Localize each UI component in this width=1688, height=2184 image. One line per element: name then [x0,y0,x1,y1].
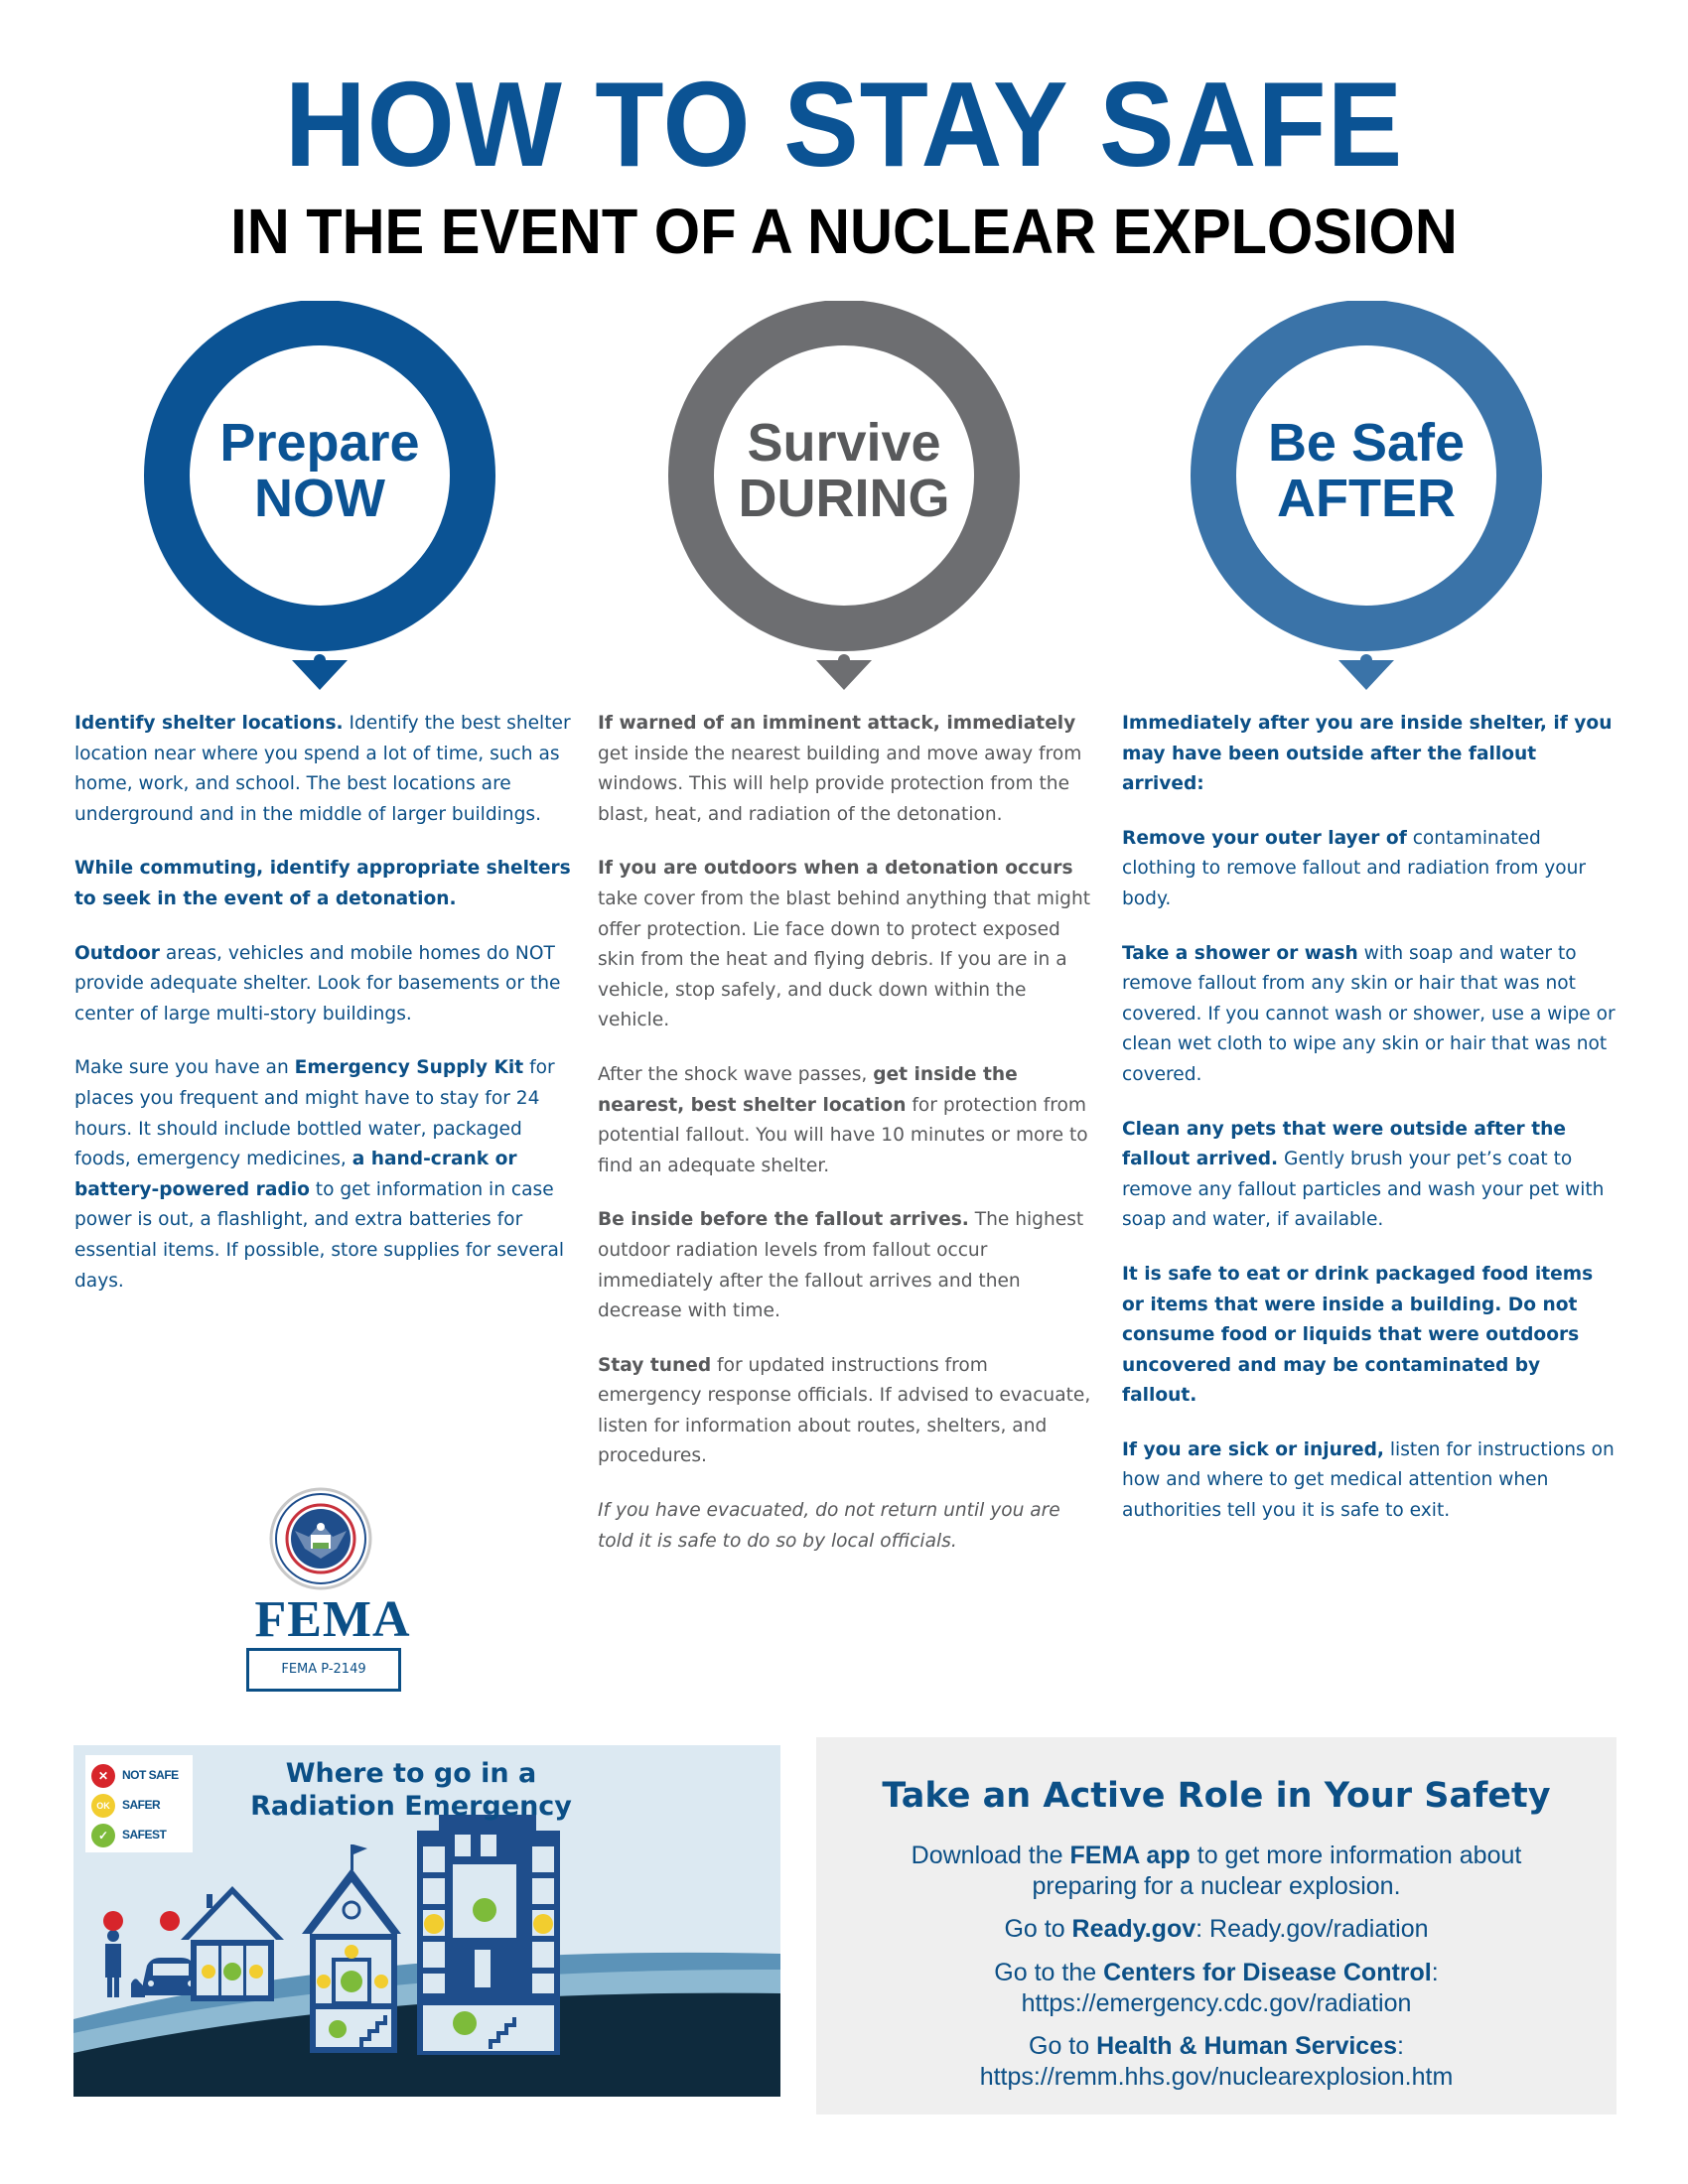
paragraph [1122,1115,1618,1236]
legend-label: SAFER [122,1798,161,1812]
phase-title: Prepare [219,413,420,473]
phase-title: Be Safe [1267,413,1466,473]
paragraph-lead: get inside the nearest, best shelter location [598,1063,1018,1116]
paragraph [74,939,571,1030]
fema-app-line [816,1841,1617,1871]
legend-item-safest [91,1823,193,1848]
fema-wordmark: FEMA [254,1591,411,1648]
phase-subtitle: DURING [738,469,950,528]
after-column [1122,709,1618,1551]
paragraph [1122,1260,1618,1412]
publication-number: FEMA P-2149 [246,1648,401,1692]
text: Go to [1004,1915,1072,1943]
paragraph-lead: If you are outdoors when a detonation occurs [598,858,1073,880]
paragraph [74,854,571,914]
active-role-title: Take an Active Role in Your Safety [882,1776,1551,1816]
text: Go to [1029,2032,1097,2060]
person-icon [105,1930,121,1997]
ready-gov-link[interactable]: Ready.gov [1071,1915,1196,1943]
phase-title: Survive [747,413,941,473]
paragraph-body: Gently brush your pet’s coat to remove any fallout particles and wash your pet with soap and water, if available. [1122,1149,1605,1231]
text: : [1397,2032,1404,2060]
paragraph-body: to get information in case power is out, a flashlight, and extra batteries for essential items. If possible, store supplies for several days. [74,1178,565,1292]
paragraph-body: areas, vehicles and mobile homes do NOT provide adequate shelter. Look for basements or the center of large multi-story buildings. [74,942,561,1024]
paragraph-lead: Clean any pets that were outside after the fallout arrived. [1122,1118,1566,1170]
paragraph-body: Make sure you have an [74,1057,295,1079]
paragraph-lead: Identify shelter locations. [74,713,344,734]
cdc-url[interactable]: https://emergency.cdc.gov/radiation [1021,1989,1412,2017]
radiation-emergency-graphic [73,1745,780,2097]
paragraph-body: contaminated clothing to remove fallout and radiation from your body. [1122,827,1587,909]
phase-badge-after [1190,301,1543,698]
text: : [1431,1959,1439,1986]
text: to get more information about [1190,1842,1522,1869]
paragraph-body: The highest outdoor radiation levels from fallout occur immediately after the fallout arrives and then decrease with time. [598,1209,1084,1322]
paragraph-lead: Be inside before the fallout arrives. [598,1209,969,1231]
phase-badge-prepare [143,301,496,698]
paragraph-lead: Take a shower or wash [1122,942,1358,964]
paragraph-lead: If warned of an imminent attack, immediately [598,713,1076,734]
paragraph-lead: Emergency Supply Kit [294,1057,524,1079]
legend-label: SAFEST [122,1828,167,1842]
text: Go to the [994,1959,1104,1986]
ready-gov-line [816,1914,1617,1945]
paragraph-body: for places you frequent and might have to stay for 24 hours. It should include bottled water, packaged foods, emergency medicines, [74,1057,555,1170]
hhs-url[interactable]: https://remm.hhs.gov/nuclearexplosion.htm [979,2063,1454,2091]
legend-label: NOT SAFE [122,1768,179,1782]
dog-icon [131,1979,145,1997]
check-icon: ✓ [91,1824,115,1847]
fema-app-link[interactable]: FEMA app [1069,1842,1191,1869]
hhs-link[interactable]: Health & Human Services [1096,2032,1398,2060]
paragraph [74,709,571,830]
paragraph [598,709,1094,830]
paragraph [598,1060,1094,1181]
paragraph [598,1351,1094,1472]
cdc-link[interactable]: Centers for Disease Control [1103,1959,1432,1986]
phase-subtitle: AFTER [1277,469,1456,528]
paragraph-lead: While commuting, identify appropriate shelters to seek in the event of a detonation. [74,858,571,909]
paragraph-body: get inside the nearest building and move away from windows. This will help provide protection from the blast, heat, and radiation of the detonation. [598,743,1082,825]
evacuation-note: If you have evacuated, do not return until you are told it is safe to do so by local officials. [598,1500,1060,1552]
not-safe-markers [103,1911,180,1931]
page-title: HOW TO STAY SAFE [284,57,1404,192]
paragraph-lead: Outdoor [74,942,160,964]
page-subtitle: IN THE EVENT OF A NUCLEAR EXPLOSION [230,196,1458,267]
paragraph-lead: If you are sick or injured, [1122,1438,1384,1460]
house-icon [181,1886,284,2001]
survive-column [598,709,1094,1580]
paragraph-body: with soap and water to remove fallout from any skin or hair that was not covered. If you cannot wash or shower, use a wipe or clean wet cloth to wipe any skin or hair that was not covered. [1122,942,1616,1085]
paragraph-body: for updated instructions from emergency response officials. If advised to evacuate, listen for information about routes, shelters, and procedures. [598,1354,1091,1467]
prepare-column [74,709,571,1320]
x-icon: ✕ [91,1764,115,1788]
safety-legend [85,1755,193,1852]
tall-building-icon [417,1815,560,2055]
paragraph [1122,824,1618,915]
paragraph [598,854,1094,1036]
paragraph [598,1205,1094,1326]
text: Download the [911,1842,1070,1869]
paragraph-lead: Immediately after you are inside shelter, if you may have been outside after the fallout arrived: [1122,713,1613,795]
car-icon [143,1958,199,1995]
ok-icon: OK [91,1794,115,1818]
paragraph [1122,709,1618,800]
paragraph [1122,1435,1618,1527]
cdc-line [816,1958,1617,1988]
paragraph-body: take cover from the blast behind anything that might offer protection. Lie face down to protect exposed skin from the heat and flying debris. If you are in a vehicle, stop safely, and duck down within the vehicle. [598,887,1091,1031]
legend-item-not-safe [91,1763,193,1789]
paragraph-body: for protection from potential fallout. You will have 10 minutes or more to find an adequate shelter. [598,1094,1088,1176]
paragraph-emphasis: a hand-crank or battery-powered radio [74,1149,517,1200]
fema-app-line-2: preparing for a nuclear explosion. [1032,1872,1401,1900]
paragraph-body: listen for instructions on how and where to get medical attention when authorities tell you it is safe to exit. [1122,1438,1615,1522]
phase-badge-survive [667,301,1021,698]
legend-item-safer [91,1793,193,1819]
radiation-graphic-title: Where to go in a Radiation Emergency [250,1758,572,1822]
dhs-seal-icon [243,1487,422,1590]
paragraph-lead: Stay tuned [598,1354,712,1376]
phase-subtitle: NOW [254,469,385,528]
paragraph [1122,939,1618,1091]
paragraph-body: After the shock wave passes, [598,1063,874,1085]
hhs-line [816,2031,1617,2062]
paragraph-lead: Remove your outer layer of [1122,827,1407,849]
active-role-panel [816,1737,1617,2115]
paragraph [74,1053,571,1297]
paragraph-lead: It is safe to eat or drink packaged food items or items that were inside a building. Do not consume food or liquids that were outdoors uncovered and may be contaminated by fallout. [1122,1263,1594,1407]
ready-gov-url[interactable]: : Ready.gov/radiation [1196,1915,1429,1943]
paragraph-body: Identify the best shelter location near where you spend a lot of time, such as home, work, and school. The best locations are underground and in the middle of larger buildings. [74,713,571,825]
